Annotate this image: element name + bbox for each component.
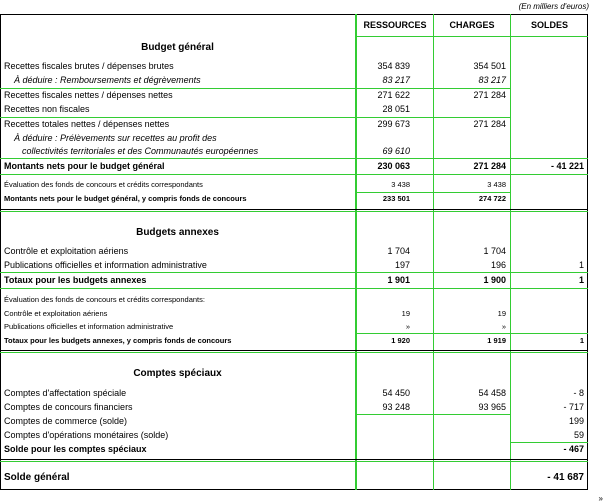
row-charges: 196 <box>490 260 506 270</box>
row-label: Montants nets pour le budget général <box>4 161 165 171</box>
table-row <box>0 260 588 272</box>
row-label: Totaux pour les budgets annexes, y compris fonds de concours <box>4 336 232 345</box>
row-label: Solde général <box>4 472 70 483</box>
row-ressources: 1 704 <box>387 246 410 256</box>
row-label: Publications officielles et information administrative <box>4 322 174 331</box>
row-soldes: 199 <box>568 416 584 426</box>
table-row <box>0 75 588 87</box>
row-ressources: 354 839 <box>377 61 410 71</box>
row-ressources: 83 217 <box>382 75 410 85</box>
row-charges: 83 217 <box>478 75 506 85</box>
row-charges: 271 284 <box>473 161 506 171</box>
table-row <box>0 246 588 258</box>
row-soldes: - 467 <box>563 444 584 454</box>
row-label: Recettes fiscales nettes / dépenses nettes <box>4 90 173 100</box>
row-soldes: - 717 <box>563 402 584 412</box>
row-charges: 54 458 <box>478 388 506 398</box>
row-ressources: 93 248 <box>382 402 410 412</box>
table-row <box>0 430 588 442</box>
section-divider <box>0 461 588 462</box>
continuation-mark: » <box>598 494 603 503</box>
row-soldes: - 8 <box>573 388 584 398</box>
table-row <box>0 133 588 145</box>
row-charges: 1 900 <box>483 275 506 285</box>
section-divider <box>0 209 588 210</box>
section-comptes-speciaux: Comptes spéciaux <box>133 368 222 379</box>
row-ressources: 3 438 <box>391 180 410 189</box>
section-divider <box>0 352 588 353</box>
row-label: Comptes d'opérations monétaires (solde) <box>4 430 169 440</box>
row-ressources: » <box>405 322 410 331</box>
row-charges: 1 919 <box>487 336 506 345</box>
table-row <box>0 90 588 102</box>
row-label: À déduire : Remboursements et dégrèvements <box>14 75 201 85</box>
row-charges: » <box>501 322 506 331</box>
table-row <box>0 295 588 307</box>
row-label: Évaluation des fonds de concours et crédits correspondants: <box>4 295 205 304</box>
row-charges: 271 284 <box>473 119 506 129</box>
row-rule <box>355 333 588 334</box>
row-rule <box>0 117 510 118</box>
row-ressources: 19 <box>401 309 410 318</box>
table-row <box>0 309 588 321</box>
table-row <box>0 146 588 158</box>
row-charges: 271 284 <box>473 90 506 100</box>
table-row <box>0 161 588 173</box>
row-label: Montants nets pour le budget général, y compris fonds de concours <box>4 194 247 203</box>
table-row <box>0 275 588 287</box>
row-label: Comptes de commerce (solde) <box>4 416 128 426</box>
row-charges: 93 965 <box>478 402 506 412</box>
table-row <box>0 402 588 414</box>
row-label: Contrôle et exploitation aériens <box>4 309 108 318</box>
row-label: Comptes d'affectation spéciale <box>4 388 127 398</box>
row-label: Recettes fiscales brutes / dépenses brutes <box>4 61 174 71</box>
row-label: Évaluation des fonds de concours et crédits correspondants <box>4 180 203 189</box>
table-row <box>0 104 588 116</box>
row-rule <box>0 272 588 273</box>
row-label: Publications officielles et information administrative <box>4 260 207 270</box>
row-label: Contrôle et exploitation aériens <box>4 246 129 256</box>
units-note: (En milliers d'euros) <box>518 2 589 11</box>
section-budget-general: Budget général <box>141 42 214 53</box>
row-soldes: 1 <box>578 260 584 270</box>
row-ressources: 28 051 <box>382 104 410 114</box>
header-rule <box>355 36 588 37</box>
header-charges: CHARGES <box>449 20 495 30</box>
row-ressources: 54 450 <box>382 388 410 398</box>
row-rule <box>0 158 588 159</box>
row-charges: 1 704 <box>483 246 506 256</box>
row-rule <box>355 414 510 415</box>
section-divider <box>0 350 588 351</box>
row-soldes: - 41 687 <box>547 472 584 483</box>
row-ressources: 197 <box>394 260 410 270</box>
row-rule <box>0 288 588 289</box>
row-rule <box>0 174 588 175</box>
table-row <box>0 388 588 400</box>
table-row <box>0 119 588 131</box>
row-label: Solde pour les comptes spéciaux <box>4 444 147 454</box>
table-row <box>0 194 588 206</box>
section-budgets-annexes: Budgets annexes <box>136 227 219 238</box>
row-soldes: 1 <box>579 336 584 345</box>
row-ressources: 69 610 <box>382 146 410 156</box>
table-row <box>0 444 588 456</box>
row-label: Comptes de concours financiers <box>4 402 133 412</box>
table-row <box>0 336 588 348</box>
table-row-solde-general <box>0 472 588 484</box>
row-label: À déduire : Prélèvements sur recettes au profit des <box>14 133 217 143</box>
row-label: Recettes totales nettes / dépenses nettes <box>4 119 170 129</box>
row-rule <box>0 88 510 89</box>
row-rule <box>355 192 510 193</box>
row-ressources: 299 673 <box>377 119 410 129</box>
row-rule <box>510 442 588 443</box>
row-label: collectivités territoriales et des Communautés européennes <box>22 146 259 156</box>
header-soldes: SOLDES <box>530 20 568 30</box>
row-label: Recettes non fiscales <box>4 104 90 114</box>
header-ressources: RESSOURCES <box>363 20 427 30</box>
row-charges: 19 <box>497 309 506 318</box>
row-charges: 354 501 <box>473 61 506 71</box>
table-row <box>0 61 588 73</box>
row-ressources: 271 622 <box>377 90 410 100</box>
row-charges: 3 438 <box>487 180 506 189</box>
table-row <box>0 416 588 428</box>
row-ressources: 233 501 <box>382 194 410 203</box>
section-divider <box>0 459 588 460</box>
row-soldes: - 41 221 <box>550 161 584 171</box>
row-charges: 274 722 <box>478 194 506 203</box>
section-divider <box>0 211 588 212</box>
table-row <box>0 180 588 192</box>
row-soldes: 59 <box>573 430 584 440</box>
row-ressources: 230 063 <box>377 161 410 171</box>
row-ressources: 1 901 <box>387 275 410 285</box>
row-label: Totaux pour les budgets annexes <box>4 275 147 285</box>
row-soldes: 1 <box>578 275 584 285</box>
row-ressources: 1 920 <box>391 336 410 345</box>
